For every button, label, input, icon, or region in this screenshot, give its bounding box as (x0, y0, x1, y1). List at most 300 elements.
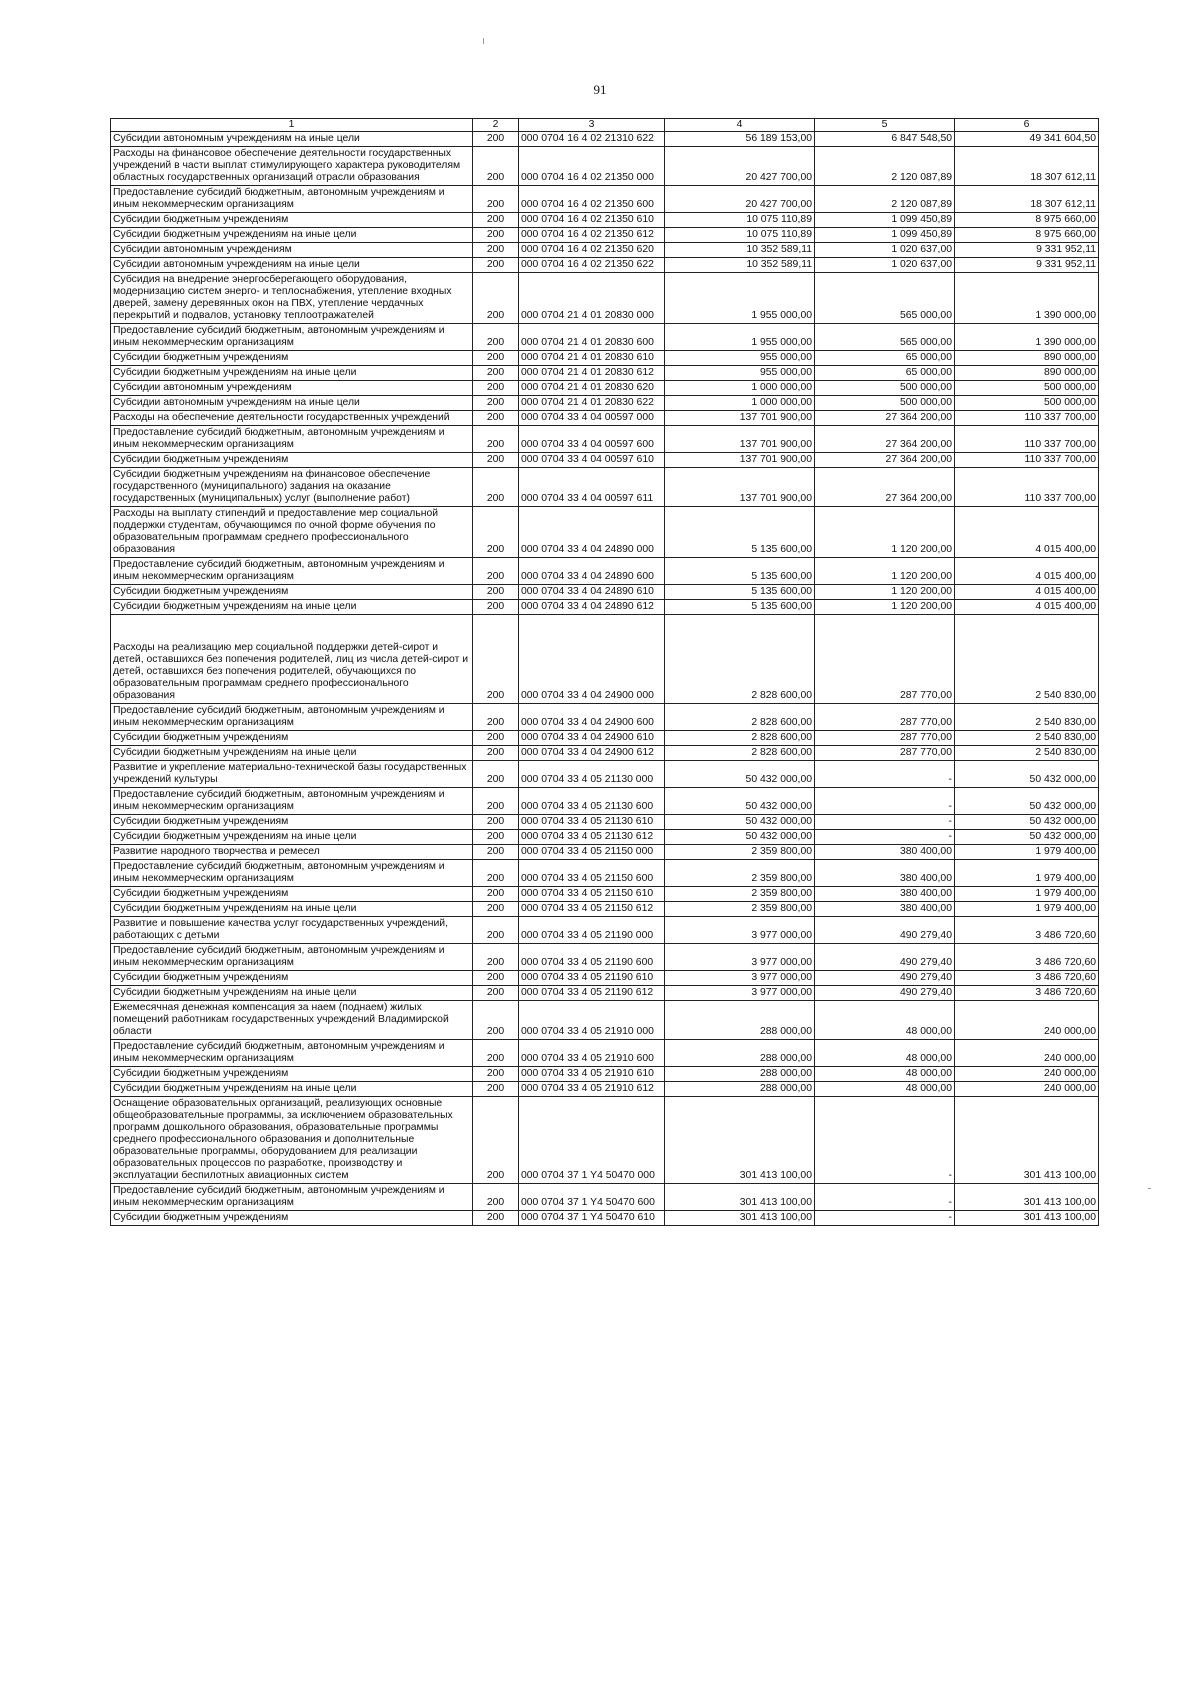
row-remaining (955, 731, 1099, 746)
row-remaining (955, 351, 1099, 366)
table-row (111, 1184, 1099, 1211)
row-approved (665, 1211, 815, 1226)
row-remaining (955, 1040, 1099, 1067)
cell-text: 20 427 700,00 (745, 172, 812, 183)
row-budget-code (519, 600, 665, 615)
cell-text: 200 (486, 544, 505, 555)
row-approved (665, 731, 815, 746)
row-name (111, 917, 473, 944)
cell-text: 2 828 600,00 (751, 690, 812, 701)
cell-text: 200 (486, 439, 505, 450)
row-approved (665, 860, 815, 887)
cell-text: 200 (486, 1053, 505, 1064)
row-approved (665, 468, 815, 507)
row-approved (665, 147, 815, 186)
row-remaining (955, 971, 1099, 986)
row-name (111, 1097, 473, 1184)
row-executed (815, 228, 955, 243)
cell-text: 6 847 548,50 (891, 133, 952, 144)
cell-text: - (948, 1170, 952, 1181)
cell-text: 200 (486, 873, 505, 884)
cell-text: 10 075 110,89 (746, 229, 812, 240)
cell-text: - (948, 816, 952, 827)
row-remaining (955, 1211, 1099, 1226)
table-row (111, 273, 1099, 324)
cell-text: 200 (486, 259, 505, 270)
cell-text: 2 359 800,00 (751, 903, 812, 914)
cell-text: 000 0704 16 4 02 21310 622 (521, 133, 654, 144)
row-executed (815, 1097, 955, 1184)
row-approved (665, 243, 815, 258)
table-row (111, 324, 1099, 351)
cell-text: Субсидии бюджетным учреждениям (113, 352, 289, 363)
cell-text: 000 0704 33 4 05 21910 612 (521, 1083, 654, 1094)
row-admin-code (473, 1184, 519, 1211)
row-name (111, 324, 473, 351)
row-remaining (955, 815, 1099, 830)
table-row (111, 585, 1099, 600)
cell-text: 200 (486, 888, 505, 899)
cell-text: 18 307 612,11 (1030, 172, 1096, 183)
row-name (111, 761, 473, 788)
cell-text: 200 (486, 397, 505, 408)
cell-text: 200 (486, 214, 505, 225)
row-budget-code (519, 585, 665, 600)
cell-text: 301 413 100,00 (739, 1197, 812, 1208)
row-budget-code (519, 1211, 665, 1226)
row-remaining (955, 1001, 1099, 1040)
row-name (111, 902, 473, 917)
row-admin-code (473, 1040, 519, 1067)
cell-text: Субсидии бюджетным учреждениям на финансовое обеспечение государственного (муниципального) задания на оказание государственных (муниципальных) услуг (выполнение работ) (113, 469, 431, 504)
cell-text: 301 413 100,00 (739, 1212, 812, 1223)
cell-text: 490 279,40 (899, 972, 952, 983)
cell-text: 200 (486, 930, 505, 941)
cell-text: 287 770,00 (899, 690, 952, 701)
cell-text: Субсидии автономным учреждениям (113, 244, 292, 255)
cell-text: 200 (486, 454, 505, 465)
cell-text: Предоставление субсидий бюджетным, автономным учреждениям и иным некоммерческим организациям (113, 1185, 445, 1208)
table-row (111, 860, 1099, 887)
row-executed (815, 558, 955, 585)
cell-text: 200 (486, 690, 505, 701)
row-name (111, 426, 473, 453)
row-admin-code (473, 453, 519, 468)
cell-text: 240 000,00 (1043, 1068, 1096, 1079)
row-remaining (955, 147, 1099, 186)
row-remaining (955, 132, 1099, 147)
cell-text: 1 979 400,00 (1035, 903, 1096, 914)
row-executed (815, 600, 955, 615)
cell-text: 200 (486, 774, 505, 785)
cell-text: 200 (486, 244, 505, 255)
cell-text: Предоставление субсидий бюджетным, автономным учреждениям и иным некоммерческим организациям (113, 861, 445, 884)
row-executed (815, 704, 955, 731)
row-remaining (955, 585, 1099, 600)
cell-text: Расходы на обеспечение деятельности государственных учреждений (113, 412, 450, 423)
row-admin-code (473, 411, 519, 426)
cell-text: Предоставление субсидий бюджетным, автономным учреждениям и иным некоммерческим организациям (113, 945, 445, 968)
cell-text: 380 400,00 (899, 846, 952, 857)
row-budget-code (519, 845, 665, 860)
row-executed (815, 258, 955, 273)
cell-text: Субсидии автономным учреждениям на иные цели (113, 259, 360, 270)
cell-text: 3 486 720,60 (1035, 930, 1096, 941)
cell-text: 000 0704 33 4 05 21150 000 (521, 846, 654, 857)
row-admin-code (473, 132, 519, 147)
cell-text: Расходы на реализацию мер социальной поддержки детей-сирот и детей, оставшихся без попечения родителей, лиц из числа детей-сирот и детей, оставшихся без попечения родителей, обучающихся по образовательным программам среднего профессионального образования (113, 642, 469, 701)
row-approved (665, 558, 815, 585)
cell-text: 5 135 600,00 (751, 586, 812, 597)
cell-text: 4 015 400,00 (1035, 571, 1096, 582)
scan-mark (483, 38, 484, 44)
cell-text: Субсидии бюджетным учреждениям на иные цели (113, 987, 357, 998)
cell-text: 1 390 000,00 (1035, 310, 1096, 321)
cell-text: 20 427 700,00 (745, 199, 812, 210)
row-budget-code (519, 147, 665, 186)
cell-text: 3 977 000,00 (751, 930, 812, 941)
row-approved (665, 453, 815, 468)
cell-text: 8 975 660,00 (1035, 229, 1096, 240)
row-budget-code (519, 1040, 665, 1067)
row-budget-code (519, 944, 665, 971)
cell-text: 3 486 720,60 (1035, 972, 1096, 983)
row-approved (665, 132, 815, 147)
row-name (111, 830, 473, 845)
row-name (111, 860, 473, 887)
cell-text: - (948, 831, 952, 842)
row-remaining (955, 761, 1099, 788)
row-budget-code (519, 366, 665, 381)
table-header (111, 119, 1099, 132)
cell-text: 4 015 400,00 (1035, 544, 1096, 555)
cell-text: 5 135 600,00 (751, 544, 812, 555)
cell-text: 8 975 660,00 (1035, 214, 1096, 225)
cell-text: 000 0704 21 4 01 20830 610 (521, 352, 654, 363)
row-approved (665, 1184, 815, 1211)
cell-text: 50 432 000,00 (745, 816, 812, 827)
cell-text: 50 432 000,00 (745, 831, 812, 842)
row-admin-code (473, 944, 519, 971)
cell-text: 3 977 000,00 (751, 987, 812, 998)
cell-text: Субсидии бюджетным учреждениям (113, 888, 289, 899)
cell-text: 10 352 589,11 (746, 259, 812, 270)
row-admin-code (473, 351, 519, 366)
row-budget-code (519, 1001, 665, 1040)
row-budget-code (519, 426, 665, 453)
cell-text: 3 977 000,00 (751, 972, 812, 983)
row-budget-code (519, 468, 665, 507)
cell-text: 500 000,00 (899, 397, 952, 408)
row-name (111, 243, 473, 258)
row-approved (665, 902, 815, 917)
row-budget-code (519, 761, 665, 788)
cell-text: Предоставление субсидий бюджетным, автономным учреждениям и иным некоммерческим организациям (113, 705, 445, 728)
cell-text: 000 0704 33 4 04 24890 000 (521, 544, 654, 555)
cell-text: 287 770,00 (899, 717, 952, 728)
row-approved (665, 815, 815, 830)
row-executed (815, 860, 955, 887)
cell-text: 565 000,00 (899, 337, 952, 348)
header-col-1: 1 (111, 119, 473, 132)
cell-text: 000 0704 37 1 Y4 50470 000 (521, 1170, 655, 1181)
table-row (111, 411, 1099, 426)
row-executed (815, 830, 955, 845)
row-remaining (955, 615, 1099, 704)
cell-text: 110 337 700,00 (1024, 439, 1096, 450)
cell-text: 287 770,00 (899, 732, 952, 743)
row-approved (665, 411, 815, 426)
row-name (111, 468, 473, 507)
cell-text: 000 0704 33 4 05 21130 000 (521, 774, 654, 785)
row-name (111, 351, 473, 366)
cell-text: 4 015 400,00 (1035, 601, 1096, 612)
row-admin-code (473, 1211, 519, 1226)
row-approved (665, 845, 815, 860)
cell-text: 1 979 400,00 (1035, 873, 1096, 884)
cell-text: 5 135 600,00 (751, 571, 812, 582)
cell-text: 200 (486, 816, 505, 827)
cell-text: 50 432 000,00 (1029, 774, 1096, 785)
cell-text: 200 (486, 1083, 505, 1094)
row-executed (815, 426, 955, 453)
cell-text: Ежемесячная денежная компенсация за наем (поднаем) жилых помещений работникам государственных учреждений Владимирской области (113, 1002, 449, 1037)
row-approved (665, 1040, 815, 1067)
row-admin-code (473, 228, 519, 243)
row-name (111, 1082, 473, 1097)
cell-text: Субсидии бюджетным учреждениям (113, 1212, 289, 1223)
cell-text: 200 (486, 732, 505, 743)
row-executed (815, 273, 955, 324)
row-admin-code (473, 186, 519, 213)
cell-text: 000 0704 37 1 Y4 50470 610 (521, 1212, 655, 1223)
row-admin-code (473, 558, 519, 585)
table-row (111, 845, 1099, 860)
table-row (111, 1211, 1099, 1226)
row-executed (815, 1067, 955, 1082)
cell-text: 27 364 200,00 (885, 439, 952, 450)
cell-text: Субсидия на внедрение энергосберегающего оборудования, модернизацию систем энерго- и теплоснабжения, утепление входных дверей, замену деревянных окон на ПВХ, утепление чердачных перекрытий и подвалов, установку теплоотражателей (113, 274, 452, 321)
cell-text: 000 0704 33 4 05 21910 610 (521, 1068, 654, 1079)
cell-text: 200 (486, 1197, 505, 1208)
cell-text: 27 364 200,00 (885, 412, 952, 423)
cell-text: 200 (486, 846, 505, 857)
row-executed (815, 1040, 955, 1067)
row-name (111, 944, 473, 971)
row-name (111, 396, 473, 411)
row-name (111, 887, 473, 902)
row-executed (815, 731, 955, 746)
row-approved (665, 585, 815, 600)
row-name (111, 986, 473, 1001)
row-admin-code (473, 761, 519, 788)
cell-text: 890 000,00 (1043, 352, 1096, 363)
table-row (111, 351, 1099, 366)
table-row (111, 507, 1099, 558)
cell-text: 200 (486, 747, 505, 758)
cell-text: 288 000,00 (759, 1053, 812, 1064)
row-budget-code (519, 453, 665, 468)
cell-text: 000 0704 33 4 05 21130 610 (521, 816, 654, 827)
row-admin-code (473, 396, 519, 411)
cell-text: 000 0704 33 4 05 21190 000 (521, 930, 654, 941)
cell-text: 3 486 720,60 (1035, 957, 1096, 968)
cell-text: 50 432 000,00 (745, 801, 812, 812)
row-admin-code (473, 1097, 519, 1184)
cell-text: Субсидии автономным учреждениям на иные цели (113, 133, 360, 144)
row-approved (665, 1082, 815, 1097)
row-approved (665, 971, 815, 986)
row-remaining (955, 746, 1099, 761)
row-remaining (955, 273, 1099, 324)
cell-text: 301 413 100,00 (739, 1170, 812, 1181)
row-remaining (955, 258, 1099, 273)
cell-text: 50 432 000,00 (1029, 816, 1096, 827)
row-approved (665, 273, 815, 324)
cell-text: 200 (486, 352, 505, 363)
cell-text: Предоставление субсидий бюджетным, автономным учреждениям и иным некоммерческим организациям (113, 559, 445, 582)
row-admin-code (473, 830, 519, 845)
cell-text: 10 352 589,11 (746, 244, 812, 255)
row-admin-code (473, 615, 519, 704)
cell-text: Развитие и укрепление материально-технической базы государственных учреждений культуры (113, 762, 467, 785)
cell-text: 1 120 200,00 (891, 571, 952, 582)
cell-text: 4 015 400,00 (1035, 586, 1096, 597)
row-approved (665, 788, 815, 815)
cell-text: 000 0704 33 4 05 21910 000 (521, 1026, 654, 1037)
cell-text: Субсидии бюджетным учреждениям на иные цели (113, 903, 357, 914)
row-admin-code (473, 902, 519, 917)
row-admin-code (473, 887, 519, 902)
header-col-5: 5 (815, 119, 955, 132)
cell-text: 137 701 900,00 (739, 439, 812, 450)
row-executed (815, 944, 955, 971)
cell-text: 000 0704 16 4 02 21350 622 (521, 259, 654, 270)
cell-text: 9 331 952,11 (1036, 244, 1096, 255)
row-approved (665, 1001, 815, 1040)
row-budget-code (519, 704, 665, 731)
cell-text: 288 000,00 (759, 1068, 812, 1079)
cell-text: 2 120 087,89 (891, 199, 952, 210)
table-row (111, 971, 1099, 986)
row-admin-code (473, 731, 519, 746)
cell-text: 000 0704 16 4 02 21350 620 (521, 244, 654, 255)
cell-text: 200 (486, 199, 505, 210)
cell-text: 1 000 000,00 (751, 397, 812, 408)
row-executed (815, 917, 955, 944)
table-row (111, 132, 1099, 147)
row-executed (815, 507, 955, 558)
row-approved (665, 507, 815, 558)
row-budget-code (519, 213, 665, 228)
table-row (111, 902, 1099, 917)
cell-text: Предоставление субсидий бюджетным, автономным учреждениям и иным некоммерческим организациям (113, 1041, 445, 1064)
row-approved (665, 1097, 815, 1184)
cell-text: 200 (486, 493, 505, 504)
row-budget-code (519, 243, 665, 258)
row-name (111, 411, 473, 426)
page-number: 91 (593, 82, 607, 97)
cell-text: 000 0704 37 1 Y4 50470 600 (521, 1197, 655, 1208)
cell-text: 1 979 400,00 (1035, 846, 1096, 857)
header-col-2: 2 (473, 119, 519, 132)
row-budget-code (519, 132, 665, 147)
row-executed (815, 902, 955, 917)
row-executed (815, 366, 955, 381)
row-admin-code (473, 585, 519, 600)
row-name (111, 704, 473, 731)
cell-text: 000 0704 33 4 05 21150 610 (521, 888, 654, 899)
cell-text: Субсидии бюджетным учреждениям (113, 972, 289, 983)
cell-text: 1 120 200,00 (891, 586, 952, 597)
row-budget-code (519, 830, 665, 845)
row-approved (665, 746, 815, 761)
row-approved (665, 761, 815, 788)
cell-text: 2 359 800,00 (751, 846, 812, 857)
cell-text: 000 0704 33 4 05 21150 612 (521, 903, 654, 914)
row-admin-code (473, 243, 519, 258)
cell-text: 1 120 200,00 (891, 601, 952, 612)
row-remaining (955, 845, 1099, 860)
row-remaining (955, 228, 1099, 243)
table-row (111, 258, 1099, 273)
cell-text: 200 (486, 601, 505, 612)
row-admin-code (473, 746, 519, 761)
row-executed (815, 986, 955, 1001)
row-name (111, 147, 473, 186)
cell-text: 200 (486, 903, 505, 914)
row-admin-code (473, 1082, 519, 1097)
cell-text: 110 337 700,00 (1024, 493, 1096, 504)
row-executed (815, 1082, 955, 1097)
table-row (111, 830, 1099, 845)
cell-text: 65 000,00 (905, 367, 952, 378)
row-approved (665, 615, 815, 704)
row-approved (665, 1067, 815, 1082)
cell-text: 200 (486, 367, 505, 378)
cell-text: 1 390 000,00 (1035, 337, 1096, 348)
row-remaining (955, 704, 1099, 731)
cell-text: 000 0704 33 4 04 24900 612 (521, 747, 654, 758)
table-row (111, 453, 1099, 468)
row-name (111, 788, 473, 815)
cell-text: 380 400,00 (899, 888, 952, 899)
cell-text: 500 000,00 (1043, 382, 1096, 393)
row-budget-code (519, 615, 665, 704)
cell-text: 301 413 100,00 (1023, 1170, 1096, 1181)
cell-text: 000 0704 21 4 01 20830 600 (521, 337, 654, 348)
table-row (111, 1067, 1099, 1082)
row-name (111, 1067, 473, 1082)
row-approved (665, 986, 815, 1001)
cell-text: 200 (486, 382, 505, 393)
cell-text: Развитие народного творчества и ремесел (113, 846, 320, 857)
cell-text: 2 540 830,00 (1035, 717, 1096, 728)
row-executed (815, 971, 955, 986)
cell-text: 955 000,00 (759, 367, 812, 378)
row-remaining (955, 324, 1099, 351)
cell-text: Субсидии бюджетным учреждениям (113, 1068, 289, 1079)
row-name (111, 273, 473, 324)
cell-text: Расходы на выплату стипендий и предоставление мер социальной поддержки студентам, обучающимся по очной форме обучения по образовательным программам среднего профессионального образования (113, 508, 439, 555)
cell-text: 1 000 000,00 (751, 382, 812, 393)
cell-text: Предоставление субсидий бюджетным, автономным учреждениям и иным некоммерческим организациям (113, 789, 445, 812)
row-executed (815, 1001, 955, 1040)
table-row (111, 147, 1099, 186)
cell-text: - (948, 1197, 952, 1208)
row-admin-code (473, 213, 519, 228)
cell-text: 2 540 830,00 (1035, 732, 1096, 743)
